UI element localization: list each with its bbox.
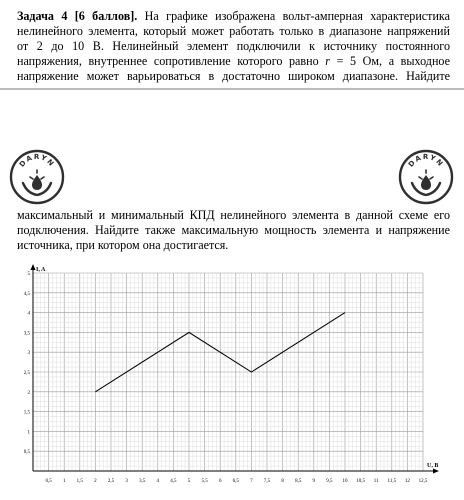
x-tick-label: 1	[62, 479, 66, 484]
y-axis-label: I, A	[36, 267, 46, 273]
y-tick-label: 5	[27, 272, 30, 277]
x-tick-label: 2	[94, 479, 97, 484]
y-tick-label: 1,5	[23, 410, 30, 416]
x-tick-label: 8	[281, 479, 284, 484]
text-line-2: нелинейного элемента, который может работать только в диапазоне напряжений	[17, 24, 450, 38]
y-tick-label: 2,5	[23, 371, 30, 376]
x-tick-label: 8,5	[295, 479, 302, 484]
x-tick-label: 12	[404, 479, 410, 484]
x-tick-label: 9	[312, 479, 316, 484]
y-tick-label: 4,5	[23, 291, 30, 297]
x-axis-arrow	[433, 469, 439, 474]
y-tick-label: 2	[27, 390, 30, 396]
svg-text:DARYN: DARYN	[17, 152, 57, 169]
x-tick-label: 3,5	[139, 479, 146, 484]
text-line-5: напряжение может варьироваться в достаточно широком диапазоне. Найдите	[17, 69, 450, 83]
text-line-1: Задача 4 [6 баллов]. На графике изображена вольт-амперная характеристика	[17, 9, 450, 23]
y-tick-label: 4	[27, 311, 30, 317]
x-tick-label: 1,5	[76, 479, 83, 484]
y-tick-label: 0,5	[23, 450, 30, 456]
y-tick-label: 1	[27, 430, 30, 436]
text-line-4: напряжения, внутреннее сопротивление которого равно r = 5 Ом, а выходное	[17, 54, 450, 68]
problem-heading: Задача 4 [6 баллов].	[17, 9, 138, 23]
text-line-6: максимальный и минимальный КПД нелинейного элемента в данной схеме его	[17, 208, 450, 222]
x-tick-label: 4,5	[170, 479, 177, 484]
daryn-logo-left	[9, 149, 65, 205]
x-tick-label: 0,5	[45, 479, 52, 484]
x-tick-label: 9,5	[326, 479, 333, 484]
x-tick-label: 6,5	[232, 479, 239, 484]
x-tick-label: 12,5	[418, 479, 428, 484]
iv-characteristic-chart	[0, 262, 464, 500]
y-axis-arrow	[31, 264, 36, 270]
x-tick-label: 10	[342, 479, 348, 484]
y-tick-label: 3,5	[23, 331, 30, 337]
problem-text-top	[17, 9, 450, 84]
text-line-7: подключения. Найдите также максимальную мощность элемента и напряжение	[17, 223, 450, 237]
svg-text:DARYN: DARYN	[406, 152, 446, 169]
page-separator	[0, 88, 464, 90]
x-tick-label: 3	[125, 479, 128, 484]
resistance-symbol: r	[325, 54, 330, 68]
x-tick-label: 5,5	[201, 479, 208, 484]
x-tick-label: 10,5	[356, 479, 365, 484]
x-tick-label: 2,5	[107, 479, 115, 484]
daryn-logo-right	[398, 149, 454, 205]
x-tick-label: 11,5	[387, 479, 397, 484]
x-tick-label: 11	[373, 479, 379, 484]
text-line-8: источника, при котором она достигается.	[17, 238, 229, 252]
x-tick-label: 7,5	[263, 479, 271, 484]
y-tick-label: 3	[27, 351, 30, 357]
problem-text-bottom	[17, 208, 450, 253]
text-line-3: от 2 до 10 В. Нелинейный элемент подключили к источнику постоянного	[17, 39, 450, 53]
x-tick-label: 4	[156, 479, 160, 484]
x-tick-label: 5	[187, 479, 191, 484]
x-axis-label: U, В	[427, 463, 439, 469]
x-tick-label: 7	[250, 479, 253, 484]
x-tick-label: 6	[218, 479, 222, 484]
